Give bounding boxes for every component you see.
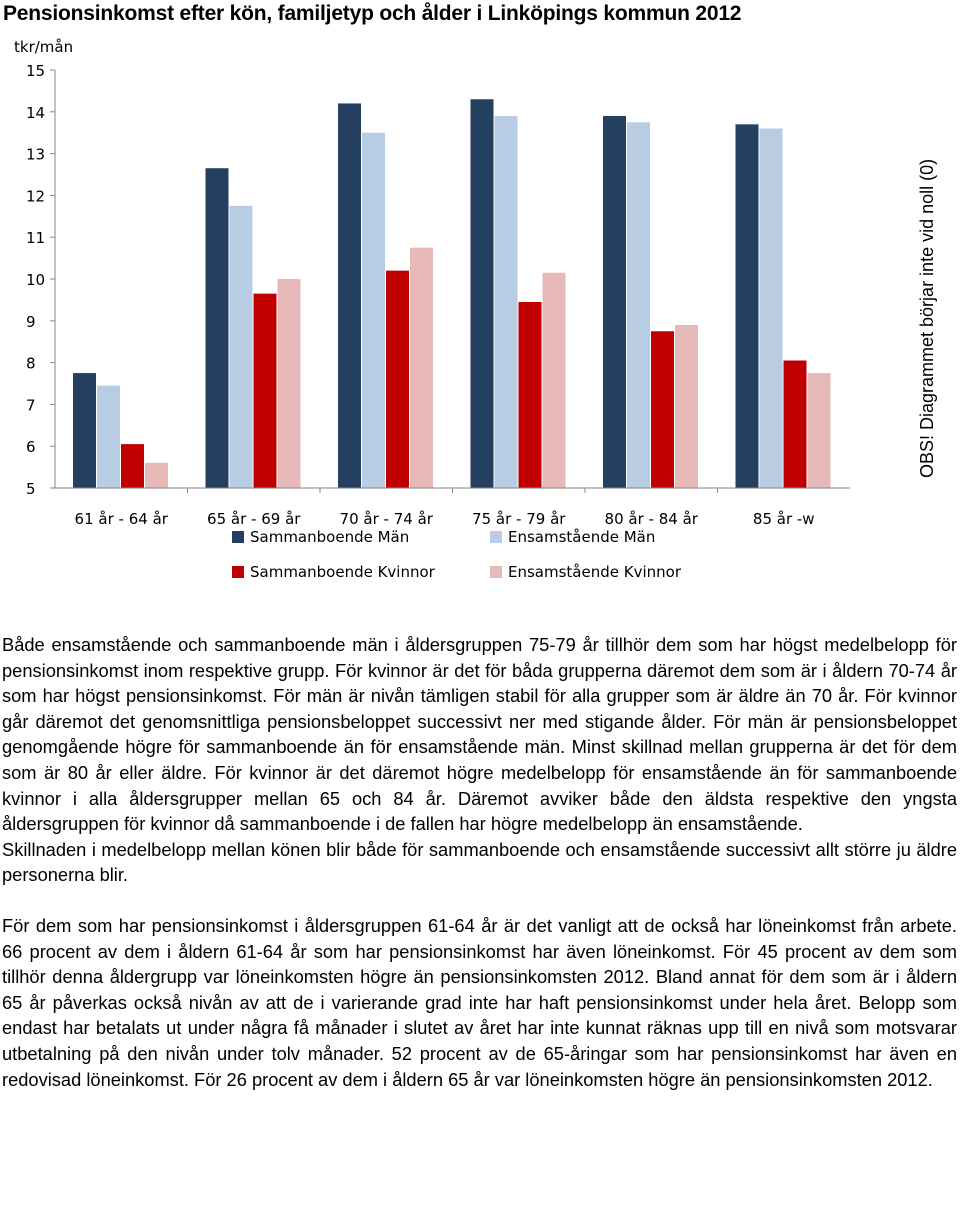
- paragraph: Skillnaden i medelbelopp mellan könen blir både för sammanboende och ensamstående successivt allt större ju äldre personerna blir.: [2, 838, 957, 886]
- x-tick-label: 85 år -w: [752, 510, 815, 528]
- y-tick-label: 12: [26, 187, 46, 206]
- y-tick-label: 11: [26, 229, 46, 248]
- x-tick-label: 65 år - 69 år: [207, 510, 301, 528]
- axis-note: OBS! Diagrammet börjar inte vid noll (0): [917, 158, 937, 478]
- legend-swatch: [490, 566, 502, 578]
- x-tick-label: 75 år - 79 år: [472, 510, 566, 528]
- bar: [543, 273, 566, 488]
- bar: [254, 294, 277, 488]
- legend-label: Sammanboende Kvinnor: [250, 563, 435, 581]
- legend: [232, 528, 682, 581]
- x-tick-label: 61 år - 64 år: [74, 510, 168, 528]
- bar: [784, 361, 807, 488]
- bar: [603, 116, 626, 488]
- bar: [97, 386, 120, 488]
- bar: [808, 373, 831, 488]
- bar: [736, 124, 759, 488]
- chart-title: Pensionsinkomst efter kön, familjetyp och ålder i Linköpings kommun 2012: [3, 2, 742, 25]
- legend-label: Ensamstående Kvinnor: [508, 563, 681, 581]
- y-tick-label: 9: [26, 312, 36, 331]
- bar: [362, 133, 385, 488]
- bar: [675, 325, 698, 488]
- bar: [145, 463, 168, 488]
- bar: [471, 99, 494, 488]
- paragraph: Både ensamstående och sammanboende män i åldersgruppen 75-79 år tillhör dem som har högst medelbelopp för pensionsinkomst inom respektive grupp. För kvinnor är det för båda grupperna däremot dem som är i åldern 70-74 år som har högst pensionsinkomst. För män är nivån tämligen stabil för alla grupper som är äldre än 70 år. För kvinnor går däremot det genomsnittliga pensionsbeloppet successivt ner med stigande ålder. För män är pensionsbeloppet genomgående högre för sammanboende än för ensamstående män. Minst skillnad mellan grupperna är det för dem som är 80 år eller äldre. För kvinnor är det däremot högre medelbelopp för ensamstående än för sammanboende kvinnor i alla åldersgrupper mellan 65 och 84 år. Däremot avviker både den äldsta respektive den yngsta åldersgruppen för kvinnor då sammanboende i de fallen har högre medelbelopp än ensamstående.: [2, 634, 957, 835]
- bar: [627, 122, 650, 488]
- bar: [338, 103, 361, 488]
- bar: [519, 302, 542, 488]
- x-tick-label: 80 år - 84 år: [604, 510, 698, 528]
- paragraph: För dem som har pensionsinkomst i åldersgruppen 61-64 år är det vanligt att de också har löneinkomst från arbete. 66 procent av dem i åldern 61-64 år som har pensionsinkomst har även löneinkomst. För 45 procent av dem som tillhör denna åldergrupp var löneinkomsten högre än pensionsinkomsten 2012. Bland annat för dem som är i åldern 65 år påverkas också nivån av att de i varierande grad inte har haft pensionsinkomst under hela året. Belopp som endast har betalats ut under några få månader i slutet av året har inte kunnat räknas upp till en nivå som motsvarar utbetalning på den nivån under tolv månader. 52 procent av de 65-åringar som har pensionsinkomst har även en redovisad löneinkomst. För 26 procent av dem i åldern 65 år var löneinkomsten högre än pensionsinkomsten 2012.: [2, 914, 957, 1090]
- y-tick-label: 6: [26, 438, 36, 457]
- bar: [410, 248, 433, 488]
- body-text: [2, 632, 957, 1092]
- bar: [121, 444, 144, 488]
- y-axis-label: tkr/mån: [14, 38, 74, 56]
- y-tick-label: 15: [26, 62, 46, 80]
- bar: [206, 168, 229, 488]
- bar-chart: [0, 30, 910, 605]
- y-tick-label: 13: [26, 145, 46, 164]
- x-axis: [55, 488, 850, 528]
- bars: [73, 99, 831, 488]
- legend-label: Sammanboende Män: [250, 528, 410, 546]
- x-tick-label: 70 år - 74 år: [339, 510, 433, 528]
- y-tick-label: 7: [26, 396, 36, 415]
- y-tick-label: 5: [26, 480, 36, 498]
- bar: [73, 373, 96, 488]
- bar: [230, 206, 253, 488]
- bar: [760, 129, 783, 488]
- legend-swatch: [232, 566, 244, 578]
- bar: [651, 331, 674, 488]
- y-tick-label: 10: [26, 271, 46, 289]
- legend-swatch: [490, 531, 502, 543]
- y-tick-label: 8: [26, 354, 36, 373]
- y-axis: [14, 38, 73, 498]
- y-tick-label: 14: [26, 103, 46, 122]
- legend-label: Ensamstående Män: [508, 528, 656, 546]
- legend-swatch: [232, 531, 244, 543]
- bar: [386, 271, 409, 488]
- bar: [278, 279, 301, 488]
- bar: [495, 116, 518, 488]
